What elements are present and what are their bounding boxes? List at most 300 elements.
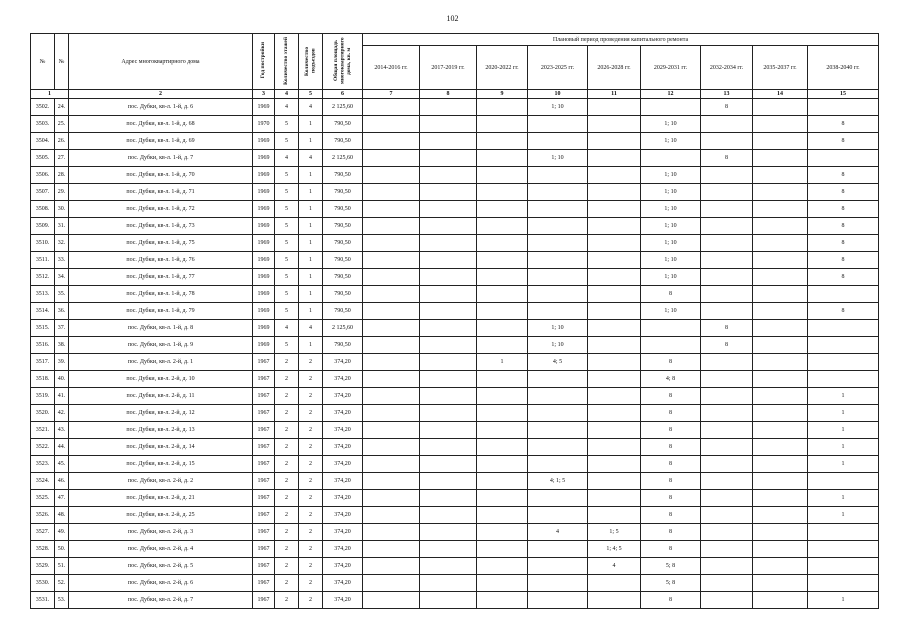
table-row <box>31 473 879 490</box>
year-cell: 1969 <box>253 269 275 286</box>
row-sub-number: 45. <box>55 456 69 473</box>
period-cell: 4; 1; 5 <box>528 473 588 490</box>
year-cell: 1969 <box>253 235 275 252</box>
period-cell <box>588 592 641 609</box>
table-row <box>31 354 879 371</box>
address-cell: пос. Дубки, кв-л. 1-й, д. 72 <box>69 201 253 218</box>
floors-cell: 2 <box>275 490 299 507</box>
period-cell: 1; 5 <box>588 524 641 541</box>
period-cell <box>701 541 753 558</box>
entrances-cell: 1 <box>299 252 323 269</box>
period-cell <box>528 133 588 150</box>
period-cell: 4; 5 <box>528 354 588 371</box>
row-number: 3520. <box>31 405 55 422</box>
entrances-cell: 2 <box>299 541 323 558</box>
repair-schedule-table <box>30 33 879 609</box>
column-number: 15 <box>808 90 879 99</box>
header-no1: № <box>31 34 55 90</box>
row-sub-number: 52. <box>55 575 69 592</box>
area-cell: 374,20 <box>323 507 363 524</box>
period-cell <box>588 337 641 354</box>
area-cell: 374,20 <box>323 541 363 558</box>
header-period: 2029-2031 гг. <box>641 46 701 90</box>
period-cell <box>808 99 879 116</box>
period-cell <box>363 252 420 269</box>
area-cell: 374,20 <box>323 524 363 541</box>
period-cell: 1; 10 <box>641 116 701 133</box>
period-cell <box>528 456 588 473</box>
period-cell <box>477 218 528 235</box>
table-row <box>31 201 879 218</box>
row-sub-number: 39. <box>55 354 69 371</box>
period-cell <box>701 371 753 388</box>
year-cell: 1967 <box>253 592 275 609</box>
period-cell <box>701 286 753 303</box>
period-cell <box>420 490 477 507</box>
table-row <box>31 490 879 507</box>
period-cell <box>477 133 528 150</box>
period-cell <box>701 524 753 541</box>
year-cell: 1969 <box>253 167 275 184</box>
period-cell <box>528 592 588 609</box>
row-sub-number: 28. <box>55 167 69 184</box>
period-cell <box>588 99 641 116</box>
period-cell <box>753 235 808 252</box>
table-row <box>31 422 879 439</box>
period-cell: 1; 10 <box>641 235 701 252</box>
entrances-cell: 2 <box>299 405 323 422</box>
row-number: 3521. <box>31 422 55 439</box>
year-cell: 1970 <box>253 116 275 133</box>
year-cell: 1967 <box>253 575 275 592</box>
address-cell: пос. Дубки, кв-л. 1-й, д. 75 <box>69 235 253 252</box>
period-cell <box>363 592 420 609</box>
period-cell: 1; 10 <box>641 201 701 218</box>
table-row <box>31 235 879 252</box>
period-cell: 8 <box>808 201 879 218</box>
period-cell: 1; 4; 5 <box>588 541 641 558</box>
period-cell <box>528 439 588 456</box>
period-cell <box>753 439 808 456</box>
period-cell <box>477 524 528 541</box>
area-cell: 790,50 <box>323 133 363 150</box>
period-cell <box>701 116 753 133</box>
year-cell: 1967 <box>253 405 275 422</box>
period-cell <box>753 524 808 541</box>
period-cell: 1; 10 <box>641 218 701 235</box>
entrances-cell: 1 <box>299 337 323 354</box>
year-cell: 1967 <box>253 439 275 456</box>
floors-cell: 2 <box>275 354 299 371</box>
period-cell <box>420 218 477 235</box>
header-no2: № <box>55 34 69 90</box>
floors-cell: 5 <box>275 218 299 235</box>
year-cell: 1969 <box>253 320 275 337</box>
period-cell: 1 <box>808 405 879 422</box>
row-sub-number: 49. <box>55 524 69 541</box>
period-cell <box>808 354 879 371</box>
table-row <box>31 252 879 269</box>
period-cell <box>753 150 808 167</box>
period-cell <box>363 133 420 150</box>
period-cell <box>363 235 420 252</box>
row-number: 3507. <box>31 184 55 201</box>
year-cell: 1967 <box>253 388 275 405</box>
entrances-cell: 2 <box>299 575 323 592</box>
period-cell <box>363 99 420 116</box>
entrances-cell: 2 <box>299 354 323 371</box>
row-sub-number: 46. <box>55 473 69 490</box>
address-cell: пос. Дубки, кв-л. 1-й, д. 71 <box>69 184 253 201</box>
period-cell <box>701 575 753 592</box>
entrances-cell: 2 <box>299 507 323 524</box>
period-cell <box>753 575 808 592</box>
period-cell <box>701 252 753 269</box>
row-number: 3510. <box>31 235 55 252</box>
period-cell <box>363 116 420 133</box>
header-period: 2014-2016 гг. <box>363 46 420 90</box>
year-cell: 1969 <box>253 218 275 235</box>
period-cell: 8 <box>641 524 701 541</box>
floors-cell: 2 <box>275 575 299 592</box>
row-number: 3528. <box>31 541 55 558</box>
period-cell <box>753 320 808 337</box>
period-cell <box>477 422 528 439</box>
entrances-cell: 1 <box>299 269 323 286</box>
floors-cell: 5 <box>275 269 299 286</box>
period-cell <box>641 150 701 167</box>
year-cell: 1969 <box>253 337 275 354</box>
period-cell <box>528 558 588 575</box>
year-cell: 1967 <box>253 524 275 541</box>
period-cell <box>528 116 588 133</box>
period-cell <box>588 116 641 133</box>
period-cell <box>528 252 588 269</box>
area-cell: 374,20 <box>323 592 363 609</box>
column-number: 3 <box>253 90 275 99</box>
column-number: 2 <box>69 90 253 99</box>
entrances-cell: 2 <box>299 558 323 575</box>
table-row <box>31 133 879 150</box>
column-number: 14 <box>753 90 808 99</box>
year-cell: 1967 <box>253 507 275 524</box>
row-number: 3516. <box>31 337 55 354</box>
floors-cell: 2 <box>275 371 299 388</box>
period-cell <box>588 371 641 388</box>
period-cell <box>808 320 879 337</box>
period-cell <box>588 473 641 490</box>
period-cell <box>753 456 808 473</box>
period-cell <box>528 541 588 558</box>
column-number: 11 <box>588 90 641 99</box>
period-cell <box>363 524 420 541</box>
period-cell <box>641 337 701 354</box>
period-cell <box>808 575 879 592</box>
entrances-cell: 1 <box>299 286 323 303</box>
entrances-cell: 2 <box>299 422 323 439</box>
year-cell: 1967 <box>253 558 275 575</box>
header-period: 2026-2028 гг. <box>588 46 641 90</box>
header-period: 2020-2022 гг. <box>477 46 528 90</box>
row-sub-number: 32. <box>55 235 69 252</box>
period-cell <box>477 269 528 286</box>
period-cell <box>588 235 641 252</box>
period-cell <box>753 99 808 116</box>
period-cell <box>477 150 528 167</box>
period-cell <box>477 99 528 116</box>
period-cell <box>528 371 588 388</box>
period-cell <box>641 99 701 116</box>
period-cell <box>588 320 641 337</box>
period-cell <box>477 201 528 218</box>
period-cell <box>701 405 753 422</box>
area-cell: 2 125,60 <box>323 99 363 116</box>
period-cell <box>420 167 477 184</box>
period-cell <box>753 473 808 490</box>
period-cell <box>477 456 528 473</box>
area-cell: 374,20 <box>323 388 363 405</box>
period-cell: 8 <box>808 184 879 201</box>
period-cell <box>808 473 879 490</box>
floors-cell: 5 <box>275 184 299 201</box>
year-cell: 1969 <box>253 133 275 150</box>
area-cell: 790,50 <box>323 167 363 184</box>
period-cell <box>477 184 528 201</box>
address-cell: пос. Дубки, кв-л. 1-й, д. 7 <box>69 150 253 167</box>
period-cell <box>588 388 641 405</box>
period-cell <box>753 269 808 286</box>
table-row <box>31 286 879 303</box>
area-cell: 2 125,60 <box>323 320 363 337</box>
header-period: 2023-2025 гг. <box>528 46 588 90</box>
area-cell: 374,20 <box>323 575 363 592</box>
row-sub-number: 34. <box>55 269 69 286</box>
row-sub-number: 26. <box>55 133 69 150</box>
address-cell: пос. Дубки, кв-л. 2-й, д. 11 <box>69 388 253 405</box>
period-cell: 8 <box>641 388 701 405</box>
period-cell <box>477 388 528 405</box>
row-sub-number: 33. <box>55 252 69 269</box>
floors-cell: 2 <box>275 507 299 524</box>
column-number: 5 <box>299 90 323 99</box>
period-cell <box>420 439 477 456</box>
period-cell: 8 <box>641 507 701 524</box>
header-period-group: Плановый период проведения капитального ремонта <box>363 34 879 46</box>
period-cell <box>701 439 753 456</box>
period-cell <box>420 269 477 286</box>
floors-cell: 2 <box>275 422 299 439</box>
period-cell <box>363 422 420 439</box>
area-cell: 790,50 <box>323 303 363 320</box>
period-cell <box>588 167 641 184</box>
address-cell: пос. Дубки, кв-л. 1-й, д. 68 <box>69 116 253 133</box>
period-cell <box>588 218 641 235</box>
column-number: 10 <box>528 90 588 99</box>
period-cell <box>808 524 879 541</box>
period-cell <box>528 507 588 524</box>
entrances-cell: 4 <box>299 320 323 337</box>
period-cell <box>701 303 753 320</box>
period-cell <box>363 388 420 405</box>
area-cell: 374,20 <box>323 558 363 575</box>
address-cell: пос. Дубки, кв-л. 2-й, д. 7 <box>69 592 253 609</box>
period-cell <box>420 235 477 252</box>
row-number: 3517. <box>31 354 55 371</box>
year-cell: 1967 <box>253 473 275 490</box>
row-number: 3505. <box>31 150 55 167</box>
period-cell <box>477 439 528 456</box>
period-cell <box>477 337 528 354</box>
period-cell <box>808 541 879 558</box>
period-cell <box>753 133 808 150</box>
period-cell <box>420 133 477 150</box>
period-cell <box>701 592 753 609</box>
entrances-cell: 2 <box>299 524 323 541</box>
period-cell <box>808 371 879 388</box>
period-cell <box>420 388 477 405</box>
period-cell <box>588 150 641 167</box>
floors-cell: 2 <box>275 592 299 609</box>
header-period: 2017-2019 гг. <box>420 46 477 90</box>
area-cell: 790,50 <box>323 235 363 252</box>
entrances-cell: 1 <box>299 201 323 218</box>
period-cell: 8 <box>808 269 879 286</box>
period-cell <box>477 507 528 524</box>
row-sub-number: 40. <box>55 371 69 388</box>
table-row <box>31 99 879 116</box>
table-row <box>31 320 879 337</box>
year-cell: 1969 <box>253 303 275 320</box>
period-cell <box>363 575 420 592</box>
period-cell <box>641 320 701 337</box>
row-number: 3524. <box>31 473 55 490</box>
column-number-row <box>31 90 879 99</box>
period-cell <box>701 269 753 286</box>
period-cell <box>363 473 420 490</box>
table-row <box>31 269 879 286</box>
period-cell: 1 <box>477 354 528 371</box>
period-cell: 1; 10 <box>641 252 701 269</box>
period-cell <box>363 405 420 422</box>
period-cell <box>363 490 420 507</box>
period-cell <box>420 592 477 609</box>
period-cell <box>477 558 528 575</box>
period-cell <box>420 507 477 524</box>
row-number: 3514. <box>31 303 55 320</box>
period-cell <box>701 184 753 201</box>
area-cell: 790,50 <box>323 201 363 218</box>
period-cell: 1 <box>808 422 879 439</box>
floors-cell: 5 <box>275 167 299 184</box>
period-cell <box>808 286 879 303</box>
address-cell: пос. Дубки, кв-л. 1-й, д. 78 <box>69 286 253 303</box>
period-cell <box>363 337 420 354</box>
table-row <box>31 184 879 201</box>
address-cell: пос. Дубки, кв-л. 2-й, д. 14 <box>69 439 253 456</box>
column-number: 1 <box>31 90 69 99</box>
table-row <box>31 405 879 422</box>
period-cell <box>588 456 641 473</box>
period-cell: 8 <box>808 133 879 150</box>
period-cell <box>588 184 641 201</box>
address-cell: пос. Дубки, кв-л. 2-й, д. 12 <box>69 405 253 422</box>
column-number: 6 <box>323 90 363 99</box>
row-sub-number: 29. <box>55 184 69 201</box>
period-cell <box>528 218 588 235</box>
table-row <box>31 218 879 235</box>
period-cell: 5; 8 <box>641 575 701 592</box>
row-sub-number: 51. <box>55 558 69 575</box>
period-cell: 8 <box>701 320 753 337</box>
address-cell: пос. Дубки, кв-л. 2-й, д. 3 <box>69 524 253 541</box>
table-row <box>31 439 879 456</box>
table-row <box>31 558 879 575</box>
floors-cell: 2 <box>275 473 299 490</box>
period-cell <box>701 388 753 405</box>
column-number: 7 <box>363 90 420 99</box>
period-cell: 8 <box>641 592 701 609</box>
entrances-cell: 2 <box>299 371 323 388</box>
period-cell <box>528 422 588 439</box>
floors-cell: 2 <box>275 405 299 422</box>
period-cell <box>701 473 753 490</box>
entrances-cell: 4 <box>299 99 323 116</box>
period-cell <box>528 286 588 303</box>
area-cell: 374,20 <box>323 490 363 507</box>
row-number: 3504. <box>31 133 55 150</box>
area-cell: 374,20 <box>323 371 363 388</box>
period-cell <box>363 269 420 286</box>
period-cell: 8 <box>808 218 879 235</box>
row-number: 3523. <box>31 456 55 473</box>
period-cell <box>753 286 808 303</box>
row-sub-number: 38. <box>55 337 69 354</box>
floors-cell: 5 <box>275 116 299 133</box>
period-cell: 1 <box>808 592 879 609</box>
period-cell <box>753 167 808 184</box>
period-cell: 1 <box>808 439 879 456</box>
entrances-cell: 2 <box>299 592 323 609</box>
area-cell: 790,50 <box>323 337 363 354</box>
period-cell: 1; 10 <box>528 320 588 337</box>
floors-cell: 5 <box>275 201 299 218</box>
entrances-cell: 1 <box>299 133 323 150</box>
period-cell: 1 <box>808 507 879 524</box>
entrances-cell: 2 <box>299 490 323 507</box>
row-sub-number: 30. <box>55 201 69 218</box>
period-cell <box>420 252 477 269</box>
row-sub-number: 27. <box>55 150 69 167</box>
period-cell <box>588 252 641 269</box>
floors-cell: 5 <box>275 303 299 320</box>
period-cell <box>420 541 477 558</box>
period-cell <box>363 201 420 218</box>
period-cell <box>528 167 588 184</box>
period-cell <box>363 541 420 558</box>
period-cell: 1; 10 <box>528 99 588 116</box>
table-row <box>31 592 879 609</box>
row-number: 3506. <box>31 167 55 184</box>
period-cell: 8 <box>641 541 701 558</box>
entrances-cell: 1 <box>299 303 323 320</box>
header-period: 2032-2034 гг. <box>701 46 753 90</box>
address-cell: пос. Дубки, кв-л. 2-й, д. 4 <box>69 541 253 558</box>
period-cell: 8 <box>641 354 701 371</box>
period-cell <box>588 507 641 524</box>
column-number: 8 <box>420 90 477 99</box>
row-number: 3519. <box>31 388 55 405</box>
period-cell <box>753 558 808 575</box>
